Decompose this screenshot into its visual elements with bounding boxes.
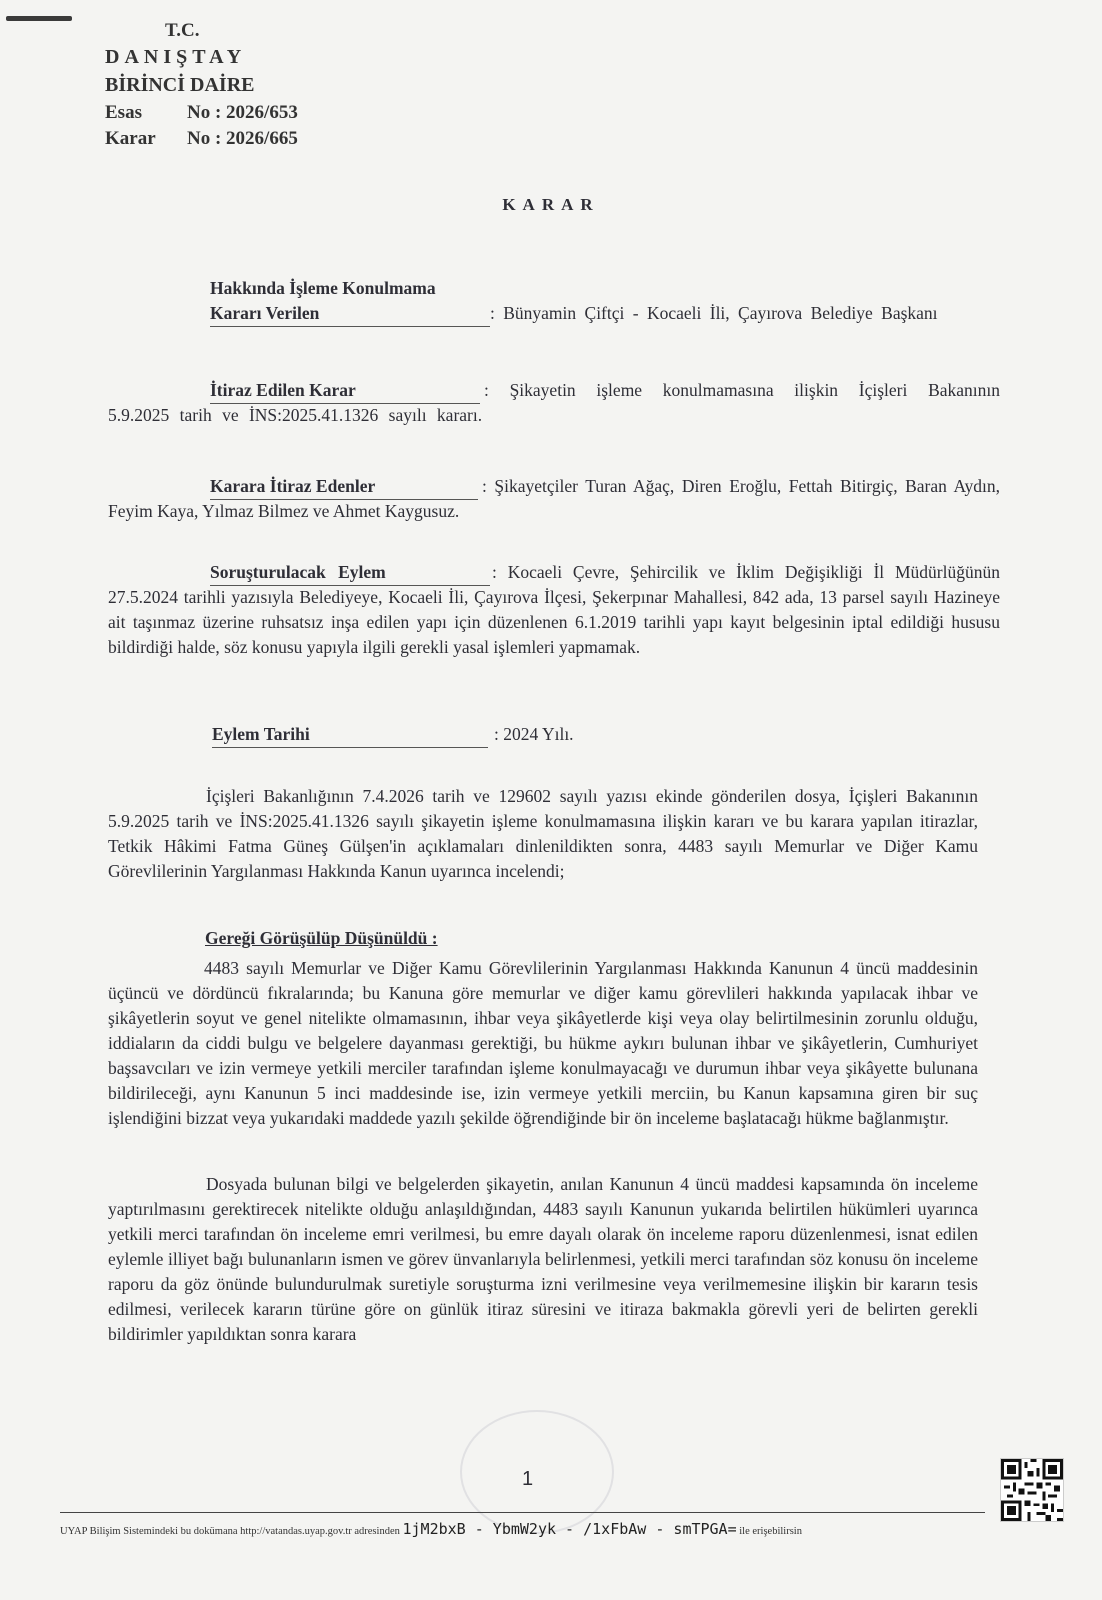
field-investigated-act: [108, 560, 1000, 660]
act-date-label: Eylem Tarihi: [212, 722, 488, 748]
reasoning-heading: Gereği Görüşülüp Düşünüldü :: [205, 928, 438, 948]
esas-number: No : 2026/653: [187, 102, 298, 123]
page-number: 1: [522, 1468, 534, 1490]
field-subject-person: [108, 276, 1000, 327]
reasoning-paragraph-1: 4483 sayılı Memurlar ve Diğer Kamu Görevlilerinin Yargılanması Hakkında Kanunun 4 üncü maddesinin üçüncü ve dördüncü fıkralarında; bu Kanuna göre memurlar ve diğer kamu görevlileri hakkında yapılacak ihbar ve şikâyetlerin soyut ve genel nitelikte olmamasının, ihbar veya şikâyetlerde kişi veya olay belirtilmesinin zorunlu olduğu, iddiaların da ciddi bulgu ve belgelere dayanması gerektiği, bu hükme aykırı bulunan ihbar ve şikâyetlerin, Cumhuriyet başsavcıları ve izin vermeye yetkili merciler tarafından işleme konulmayacağı ve durumun ihbar veya şikâyette bulunana bildirileceği, aynı Kanunun 5 inci maddesinde ise, izin vermeye yetkili merciin, bu Kanun kapsamına giren bir suç işlendiğini bizzat veya yukarıdaki maddede yazılı şekilde öğrendiğinde bir ön inceleme başlatacağı hükme bağlanmıştır.: [108, 958, 978, 1128]
field-objectors: [108, 474, 1000, 524]
footer-text-after: ile erişebilirsin: [739, 1526, 802, 1537]
act-date-value: : 2024 Yılı.: [494, 724, 574, 744]
objectors-label: Karara İtiraz Edenler: [210, 474, 478, 500]
footer-divider: [60, 1512, 985, 1513]
objected-decision-label: İtiraz Edilen Karar: [210, 378, 480, 404]
investigated-act-value: : Kocaeli Çevre, Şehircilik ve İklim Değişikliği İl Müdürlüğünün 27.5.2024 tarihli yazısıyla Belediyeye, Kocaeli İli, Çayırova İlçesi, Şekerpınar Mahallesi, 842 ada, 13 parsel sayılı Hazineye ait taşınmaz üzerine ruhsatsız inşa edilen yapı için düzenlenen 6.1.2019 tarihli yapı kayıt belgesinin iptal edildiği hususu bildirdiği halde, söz konusu yapıyla ilgili gerekli yasal işlemleri yapmamak.: [108, 562, 1000, 657]
footer-text-before: UYAP Bilişim Sistemindeki bu dokümana http://vatandas.uyap.gov.tr adresinden: [60, 1526, 400, 1537]
header-court: DANIŞTAY: [105, 46, 247, 68]
intro-paragraph: İçişleri Bakanlığının 7.4.2026 tarih ve 129602 sayılı yazısı ekinde gönderilen dosya, İçişleri Bakanının 5.9.2025 tarih ve İNS:2025.41.1326 sayılı şikayetin işleme konulmamasına ilişkin kararı ve bu karara yapılan itirazlar, Tetkik Hâkimi Fatma Güneş Gülşen'in açıklamaları dinlenildikten sonra, 4483 sayılı Memurlar ve Diğer Kamu Görevlilerinin Yargılanması Hakkında Kanun uyarınca incelendi;: [108, 786, 978, 881]
faint-seal: [460, 1410, 614, 1534]
header-tc: T.C.: [165, 20, 200, 41]
header-department: BİRİNCİ DAİRE: [105, 74, 255, 96]
footer-uyap-text: [60, 1520, 995, 1538]
objectors-value: : Şikayetçiler Turan Ağaç, Diren Eroğlu, Fettah Bitirgiç, Baran Aydın, Feyim Kaya, Yılmaz Bilmez ve Ahmet Kaygusuz.: [108, 476, 1000, 521]
qr-code-icon: [1000, 1458, 1064, 1522]
reasoning-paragraph-2: Dosyada bulunan bilgi ve belgelerden şikayetin, anılan Kanunun 4 üncü maddesi kapsamında ön inceleme yaptırılmasını gerektirecek nitelikte olduğu anlaşıldığından, 4483 sayılı Kanunun yukarıda belirtilen hükümleri uyarınca yetkili merci tarafından ön inceleme emri verilmesi, bu emre dayalı olarak ön inceleme raporu düzenlenmesi, isnat edilen eylemle illiyet bağı bulunanların ismen ve görev ünvanlarıyla belirlenmesi, yetkili merci tarafından söz konusu ön inceleme raporu da göz önünde bulundurulmak suretiyle soruşturma izni verilmesine veya verilmemesine ilişkin bir kararın tesis edilmesi, verilecek kararın türüne göre on günlük itiraz süresini ve itiraza bakmakla görevli yeri de belirten gerekli bildirimler yapıldıktan sonra karara: [108, 1174, 978, 1344]
objected-decision-value: : Şikayetin işleme konulmamasına ilişkin İçişleri Bakanının 5.9.2025 tarih ve İNS:2025.41.1326 sayılı kararı.: [108, 380, 1000, 425]
field-objected-decision: [108, 378, 1000, 428]
karar-label: Karar: [105, 128, 156, 149]
subject-label-line-1: Hakkında İşleme Konulmama: [210, 278, 436, 298]
karar-number-row: [105, 128, 298, 150]
document-title: KARAR: [502, 195, 600, 214]
subject-label-line-2: Kararı Verilen: [210, 301, 490, 327]
footer-access-code: 1jM2bxB - YbmW2yk - /1xFbAw - smTPGA=: [402, 1520, 737, 1538]
investigated-act-label: Soruşturulacak Eylem: [210, 560, 490, 586]
esas-number-row: [105, 102, 298, 124]
subject-value: : Bünyamin Çiftçi - Kocaeli İli, Çayırova Belediye Başkanı: [490, 303, 938, 323]
punch-mark: [6, 16, 72, 21]
field-act-date: [108, 722, 1000, 747]
karar-number: No : 2026/665: [187, 128, 298, 149]
esas-label: Esas: [105, 102, 142, 123]
